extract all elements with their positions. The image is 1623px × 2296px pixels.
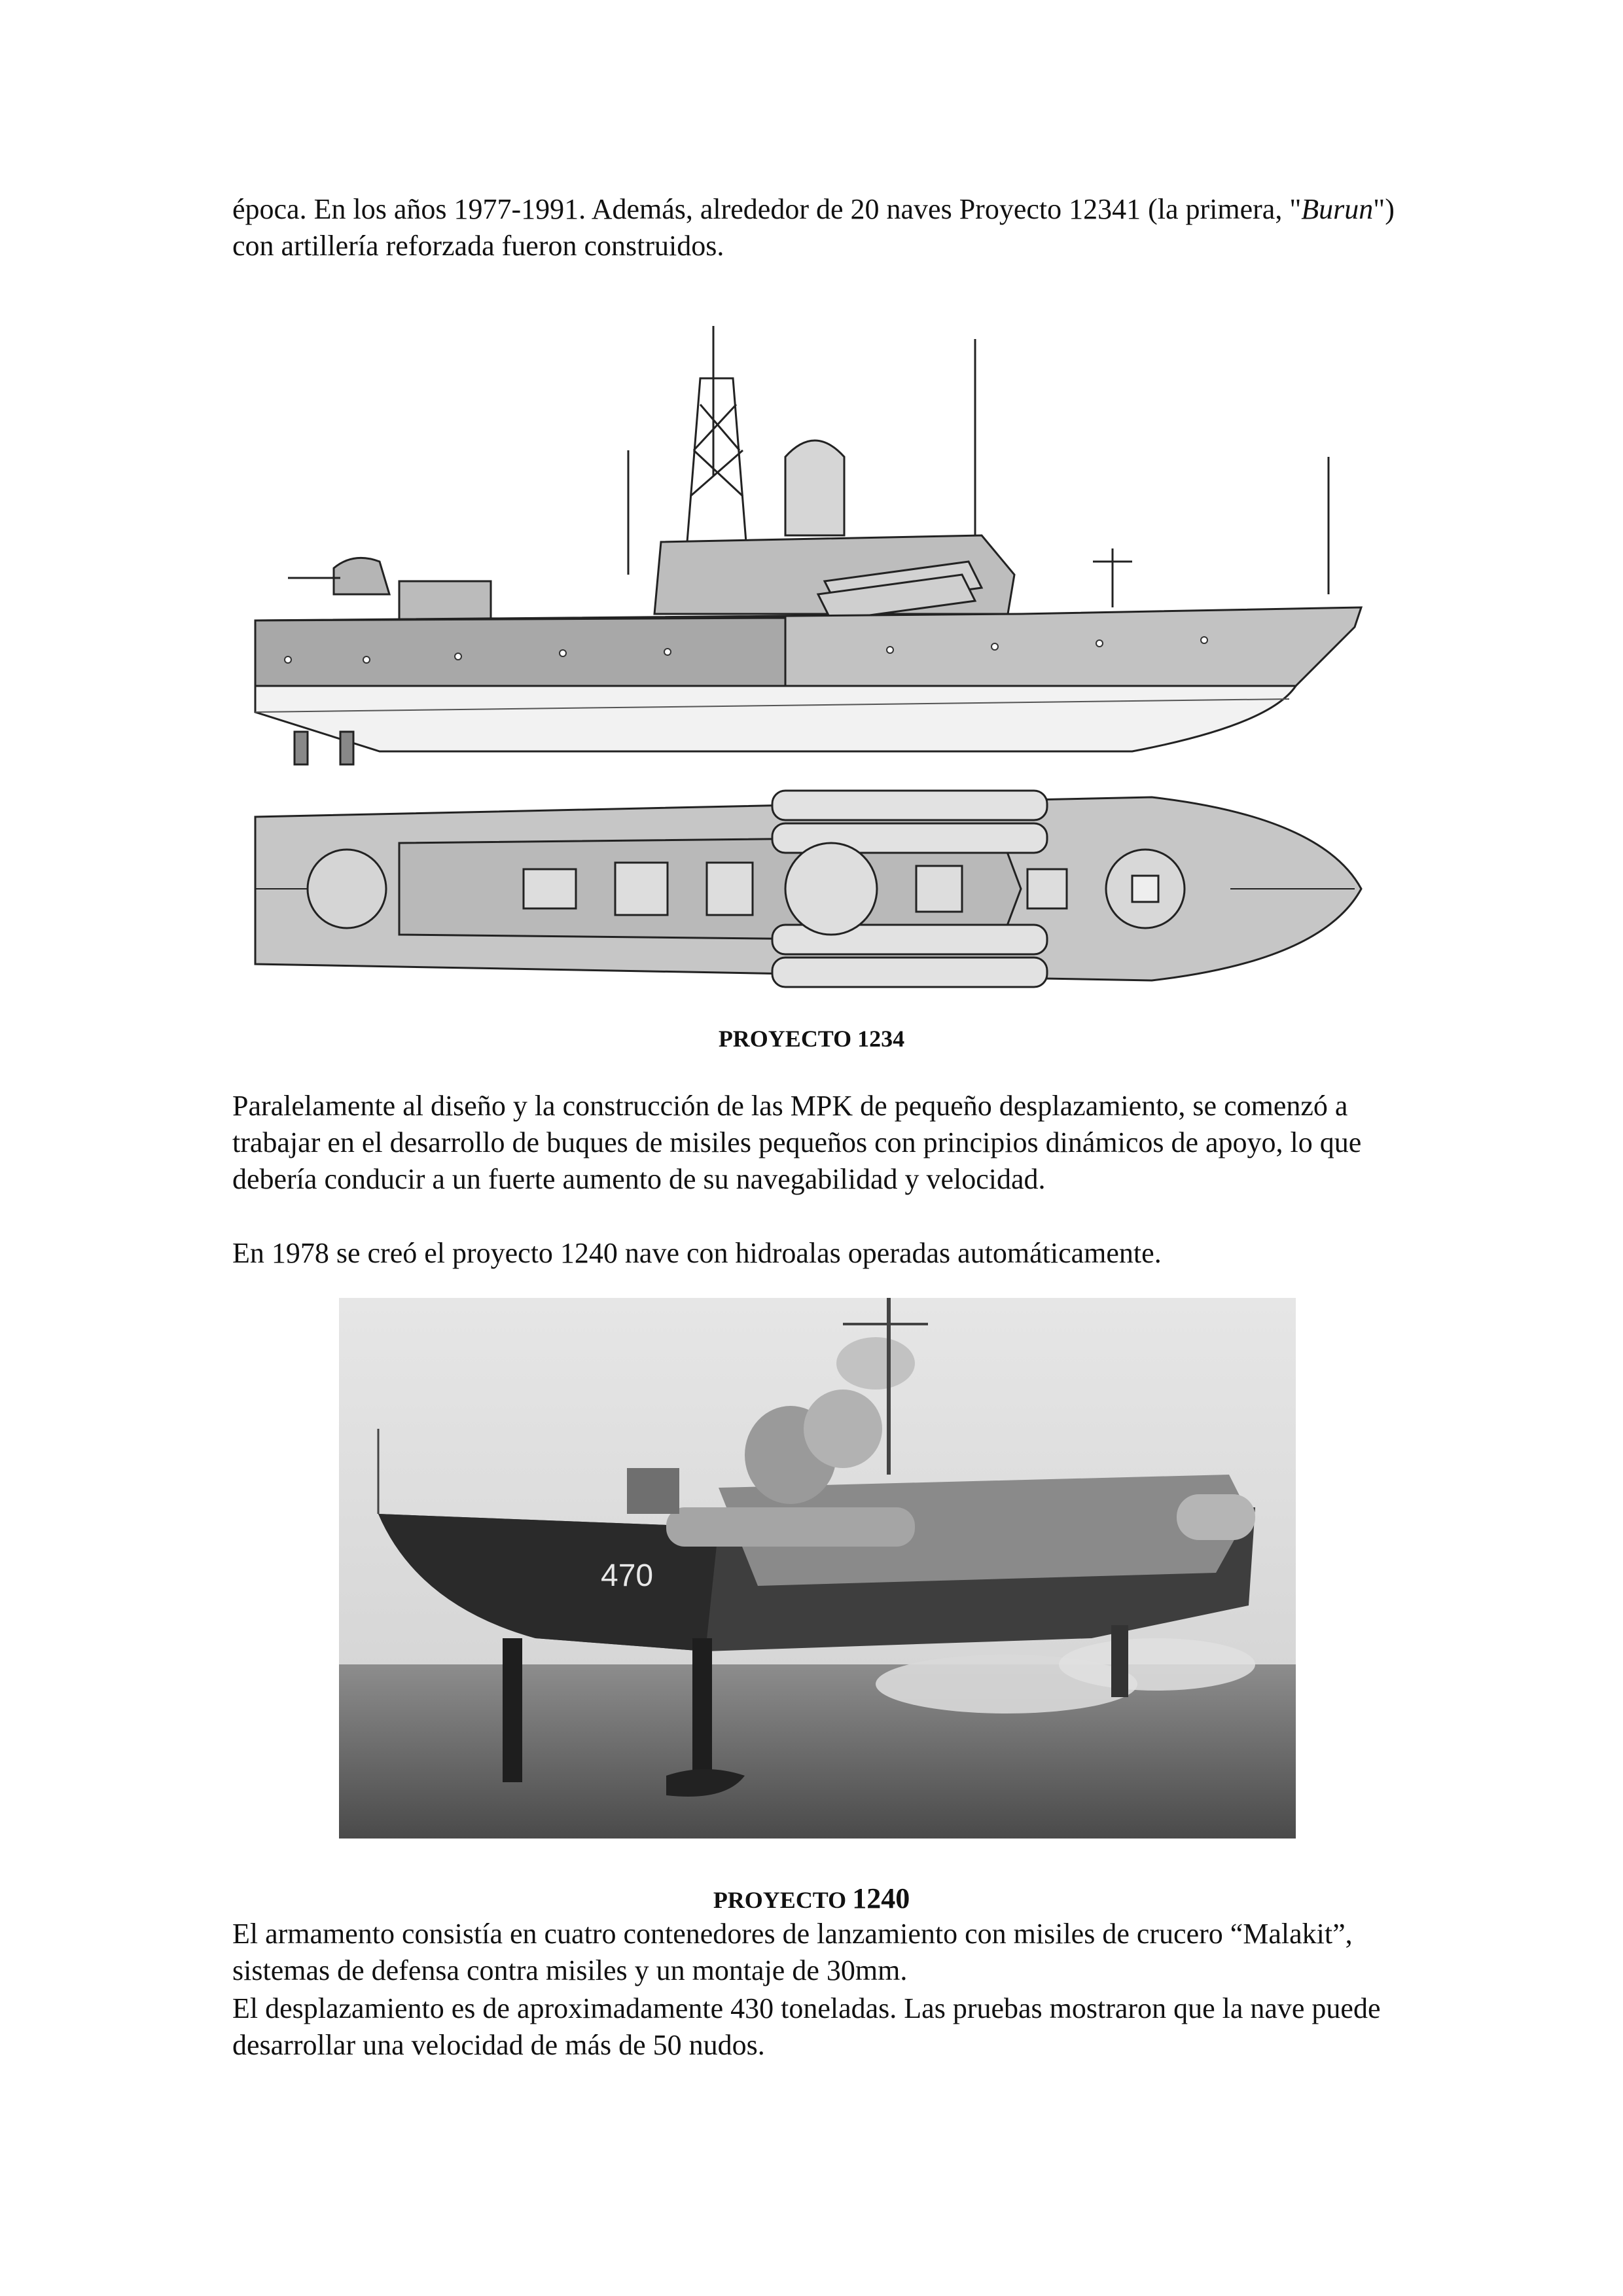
paragraph-dynamic-support: Paralelamente al diseño y la construcción de las MPK de pequeño desplazamiento, se comenzó a trabajar en el desarrollo de buques de misiles pequeños con principios dinámicos de apoyo, lo que debería conducir a un fuerte aumento de su navegabilidad y velocidad. xyxy=(232,1090,1362,1195)
ship-drawing-proyecto-1234 xyxy=(249,319,1400,1013)
photo-hydrofoil-proyecto-1240 xyxy=(339,1298,1296,1839)
paragraph-armament: El armamento consistía en cuatro contenedores de lanzamiento con misiles de crucero “Malakit”, sistemas de defensa contra misiles y un montaje de 30mm. xyxy=(232,1918,1353,1986)
paragraph-project-1240: En 1978 se creó el proyecto 1240 nave con hidroalas operadas automáticamente. xyxy=(232,1237,1162,1269)
photo-hydrofoil-image xyxy=(339,1298,1296,1839)
paragraph-intro-text-b: ") con artillería reforzada fueron construidos. xyxy=(232,193,1395,262)
paragraph-displacement: El desplazamiento es de aproximadamente 430 toneladas. Las pruebas mostraron que la nave puede desarrollar una velocidad de más de 50 nudos. xyxy=(232,1992,1381,2061)
paragraph-intro xyxy=(232,191,1397,264)
ship-plan-view xyxy=(255,791,1361,987)
hull-number-470: 470 xyxy=(601,1558,654,1593)
caption-2-number: 1240 xyxy=(852,1882,910,1914)
ship-profile-view xyxy=(255,326,1361,764)
paragraph-intro-text-a: época. En los años 1977-1991. Además, alrededor de 20 naves Proyecto 12341 (la primera, " xyxy=(232,193,1302,225)
figure-caption-proyecto-1234: PROYECTO 1234 xyxy=(718,1026,905,1052)
ship-name-burun: Burun xyxy=(1301,193,1374,225)
caption-2-word: PROYECTO xyxy=(713,1887,853,1913)
